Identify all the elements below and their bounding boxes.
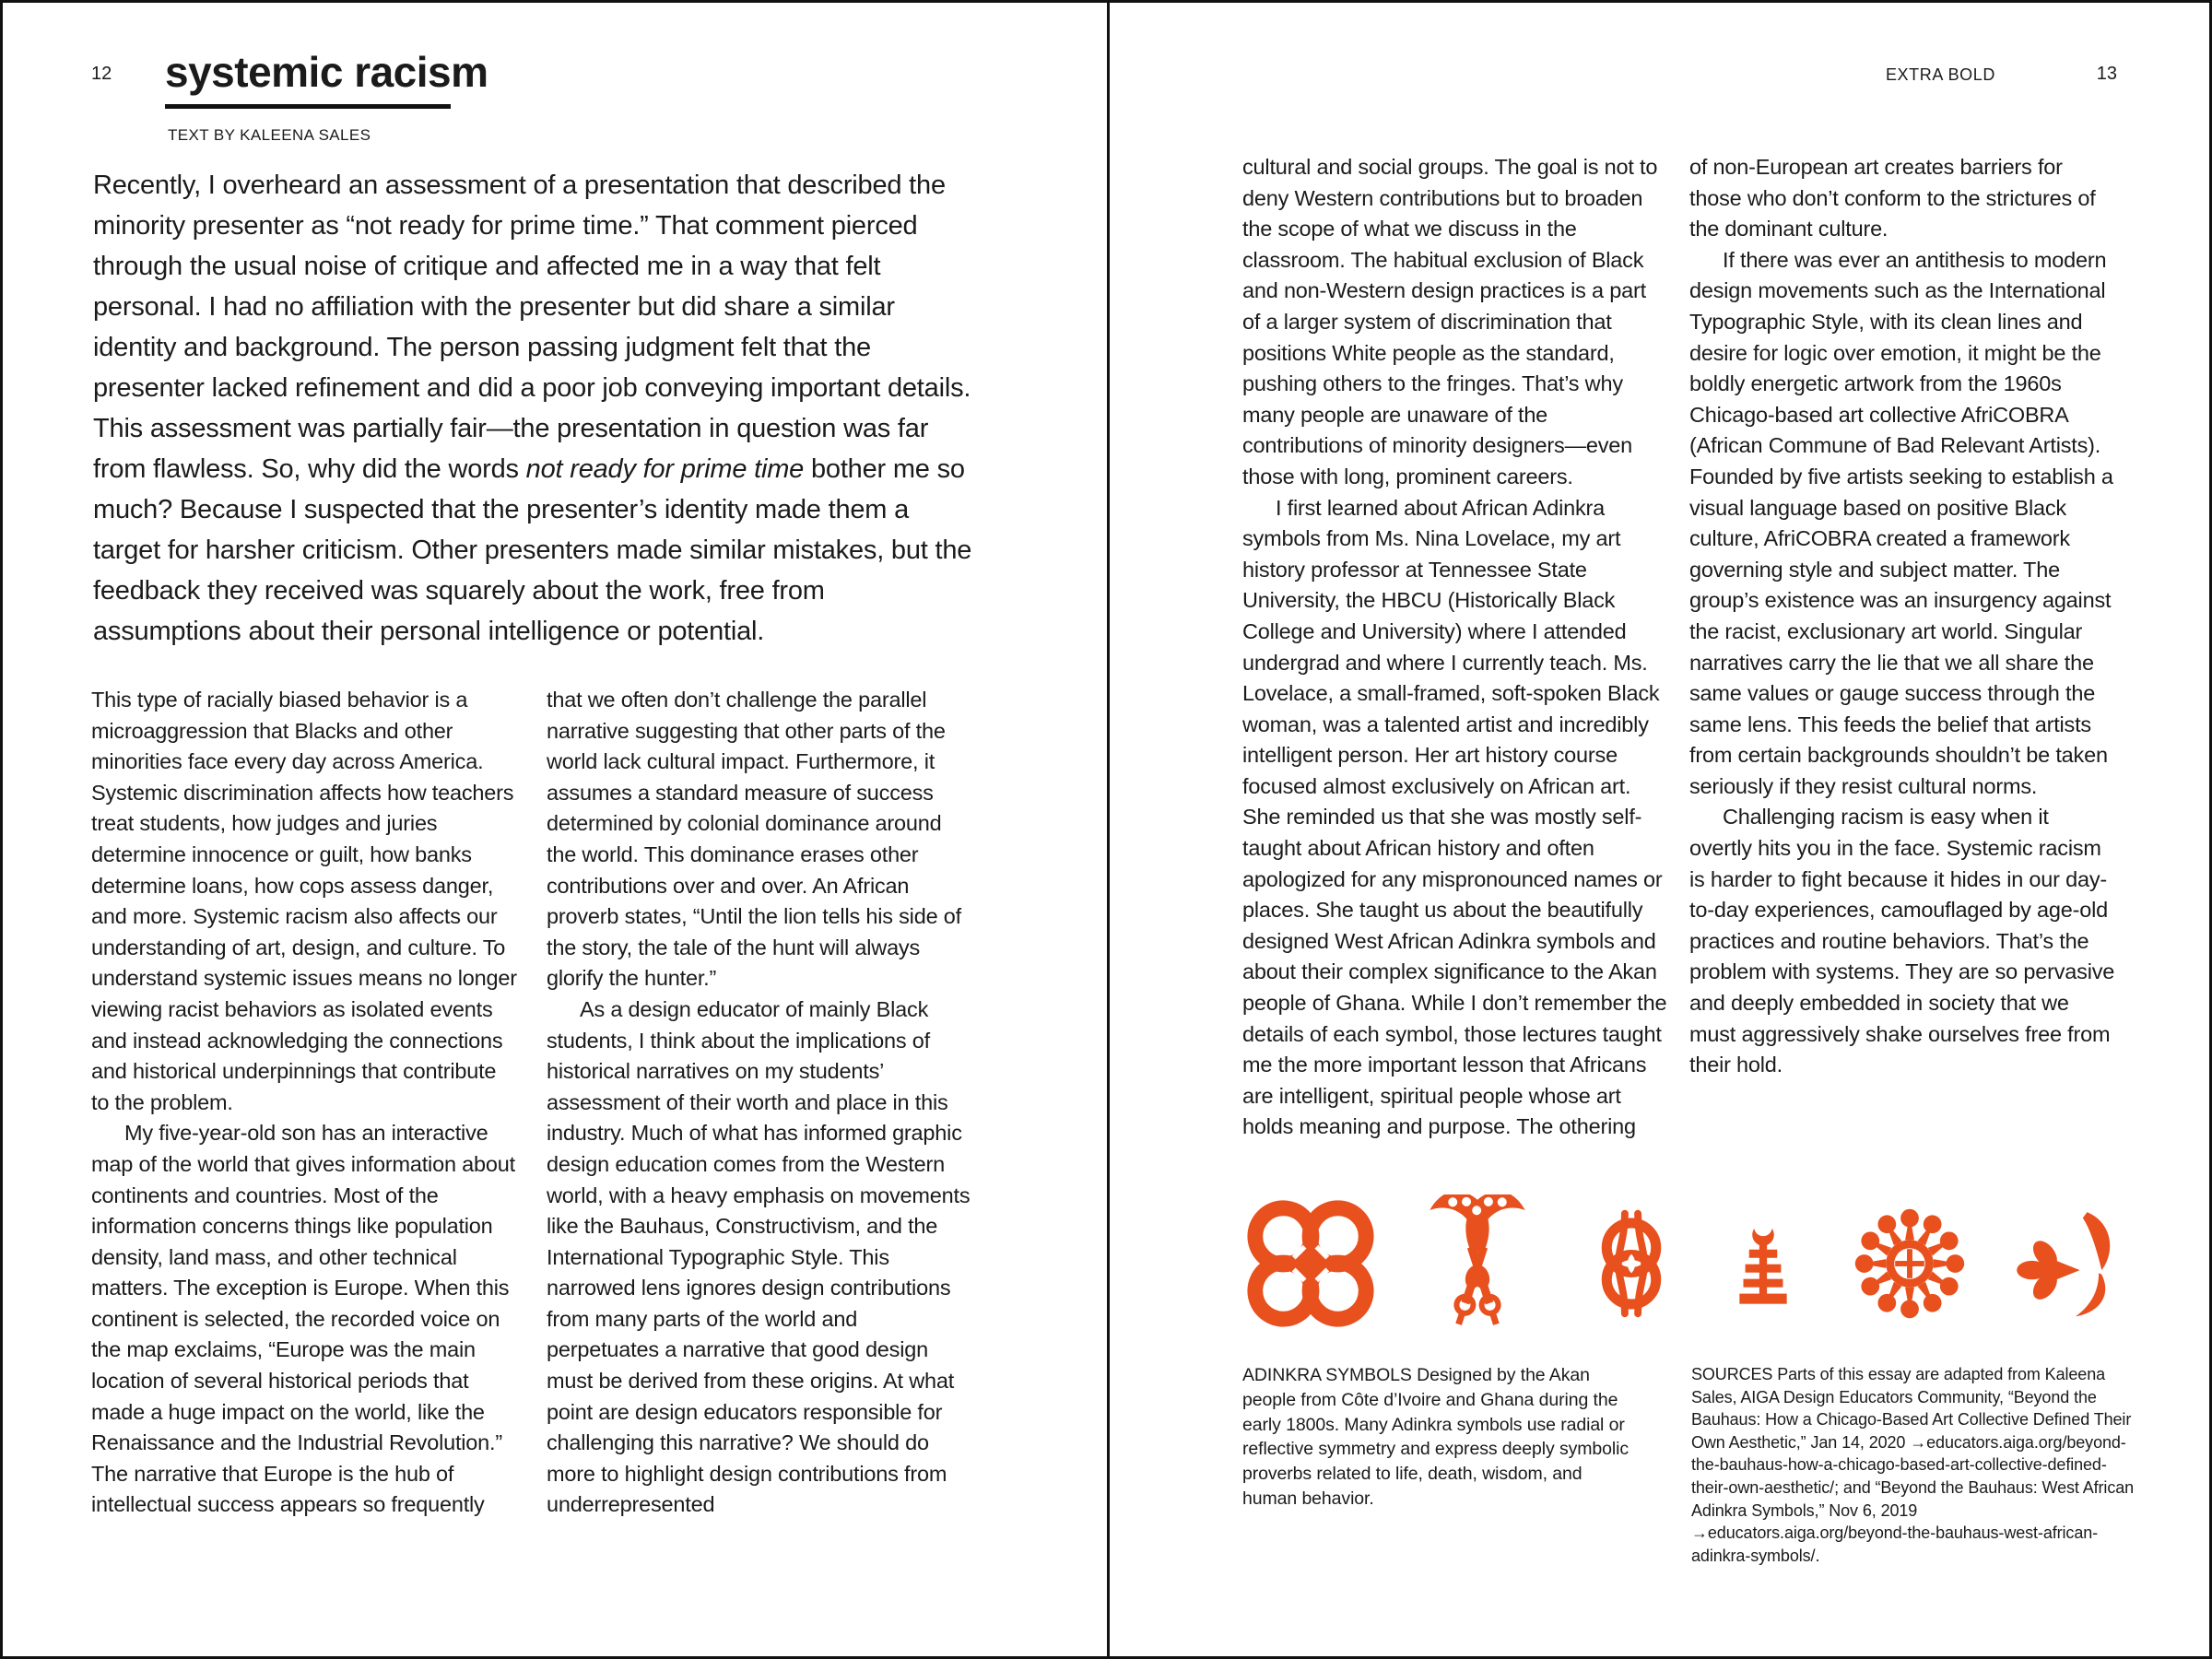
sources-note: SOURCES Parts of this essay are adapted from Kaleena Sales, AIGA Design Educators Community, “Beyond the Bauhaus: How a Chicago-Based Art Collective Defined Their Own Aesthetic,” Jan 14, 2020 →educators.aiga.org/beyond-the-bauhaus-how-a-chicago-based-art-collective-defined-their-own-aesthetic/; and “Beyond the Bauhaus: West African Adinkra Symbols,” Nov 6, 2019 →educators.aiga.org/beyond-the-bauhaus-west-african-adinkra-symbols/. [1691, 1365, 2135, 1565]
running-head: EXTRA BOLD [1885, 65, 1995, 84]
paragraph: This type of racially biased behavior is a microaggression that Blacks and other minorities face every day across America. Systemic discrimination affects how teachers treat students, how judges and juries determine innocence or guilt, how banks determine loans, how cops assess danger, and more. Systemic racism also affects our understanding of art, design, and culture. To understand systemic issues means no longer viewing racist behaviors as isolated events and instead acknowledging the connections and historical underpinnings that contribute to the problem. [91, 688, 517, 1114]
intro-paragraph [93, 165, 978, 652]
right-page-column-2 [1689, 152, 2116, 1081]
adinkra-caption: ADINKRA SYMBOLS Designed by the Akan people from Côte d’Ivoire and Ghana during the early 1800s. Many Adinkra symbols use radial or reflective symmetry and express deeply symbolic proverbs related to life, death, wisdom, and human behavior. [1242, 1365, 1630, 1509]
intro-seg1: Recently, I overheard an assessment of a presentation that described the minority presenter as “not ready for prime time.” That comment pierced through the usual noise of critique and affected me in a way that felt personal. I had no affiliation with the presenter but did share a similar identity and background. The person passing judgment felt that the presenter lacked refinement and did a poor job conveying important details. This assessment was partially fair—the presentation in question was far from flawless. So, why did the words [93, 171, 971, 484]
paragraph: Challenging racism is easy when it overtly hits you in the face. Systemic racism is harder to fight because it hides in our day-to-day experiences, camouflaged by age-old practices and routine behaviors. That’s the problem with systems. They are so pervasive and deeply embedded in society that we must aggressively shake ourselves free from their hold. [1689, 805, 2115, 1077]
adinkra-crescent-totem-icon [1715, 1194, 1811, 1333]
paragraph: that we often don’t challenge the parallel narrative suggesting that other parts of the world lack cultural impact. Furthermore, it assumes a standard measure of success determined by colonial dominance around the world. This dominance erases other contributions over and over. An African proverb states, “Until the lion tells his side of the story, the tale of the hunt will always glorify the hunter.” [547, 688, 961, 991]
adinkra-symbols-row [1242, 1190, 2116, 1337]
right-page-number: 13 [2096, 64, 2117, 84]
adinkra-four-rings-and-diamond-icon [1242, 1194, 1379, 1333]
adinkra-radial-sun-wheel-icon [1841, 1194, 1978, 1333]
paragraph: cultural and social groups. The goal is not to deny Western contributions but to broaden the scope of what we discuss in the classroom. The habitual exclusion of Black and non-Western design practices is a part of a larger system of discrimination that positions White people as the standard, pushing others to the fringes. That’s why many people are unaware of the contributions of minority designers—even those with long, prominent careers. [1242, 155, 1658, 488]
byline: TEXT BY KALEENA SALES [168, 126, 371, 144]
page-title: systemic racism [165, 48, 488, 96]
intro-italic-phrase: not ready for prime time [525, 454, 805, 484]
left-page-column-2 [547, 685, 973, 1521]
paragraph: I first learned about African Adinkra symbols from Ms. Nina Lovelace, my art history professor at Tennessee State University, the HBCU (Historically Black College and University) where I attended undergrad and where I currently teach. Ms. Lovelace, a small-framed, soft-spoken Black woman, was a talented artist and incredibly intelligent person. Her art history course focused almost exclusively on African art. She reminded us that she was mostly self-taught about African history and often apologized for any mispronounced names or places. She taught us about the beautifully designed West African Adinkra symbols and about their complex significance to the Akan people of Ghana. While I don’t remember the details of each symbol, those lectures taught me the more important lesson that Africans are intelligent, spiritual people whose art holds meaning and purpose. The othering [1242, 495, 1667, 1139]
right-page-column-1 [1242, 152, 1669, 1143]
adinkra-interlocked-rings-icon [1577, 1194, 1686, 1333]
left-page-number: 12 [91, 64, 112, 84]
intro-seg3: bother me so much? Because I suspected that the presenter’s identity made them a target for harsher criticism. Other presenters made similar mistakes, but the feedback they received was squarely about the work, free from assumptions about their personal intelligence or potential. [93, 454, 972, 646]
paragraph: If there was ever an antithesis to modern design movements such as the International Typographic Style, with its clean lines and desire for logic over emotion, it might be the boldly energetic artwork from the 1960s Chicago-based art collective AfriCOBRA (African Commune of Bad Relevant Artists). Founded by five artists seeking to establish a visual language based on positive Black culture, AfriCOBRA created a framework governing style and subject matter. The group’s existence was an insurgency against the racist, exclusionary art world. Singular narratives carry the lie that we all share the same values or gauge success through the same lens. This feeds the belief that artists from certain backgrounds shouldn’t be taken seriously if they resist cultural norms. [1689, 247, 2113, 798]
paragraph: As a design educator of mainly Black students, I think about the implications of historical narratives on my students’ assessment of their worth and place in this industry. Much of what has informed graphic design education comes from the Western world, with a heavy emphasis on movements like the Bauhaus, Constructivism, and the International Typographic Style. This narrowed lens ignores design contributions from many parts of the world and perpetuates a narrative that good design must be derived from these origins. At what point are design educators responsible for challenging this narrative? We should do more to highlight design contributions from underrepresented [547, 996, 971, 1517]
title-underline [165, 104, 451, 109]
paragraph: My five-year-old son has an interactive map of the world that gives information about continents and countries. Most of the information concerns things like population density, land mass, and other technical matters. The exception is Europe. When this continent is selected, the recorded voice on the map exclaims, “Europe was the main location of several historical periods that made a huge impact on the world, like the Renaissance and the Industrial Revolution.” The narrative that Europe is the hub of intellectual success appears so frequently [91, 1121, 515, 1517]
adinkra-crossed-ornamental-blades-icon [1408, 1194, 1547, 1333]
paragraph: of non-European art creates barriers for those who don’t conform to the strictures of the dominant culture. [1689, 155, 2096, 241]
page-divider [1107, 3, 1110, 1659]
adinkra-abstract-bird-icon [2007, 1194, 2116, 1333]
left-page-column-1 [91, 685, 518, 1521]
